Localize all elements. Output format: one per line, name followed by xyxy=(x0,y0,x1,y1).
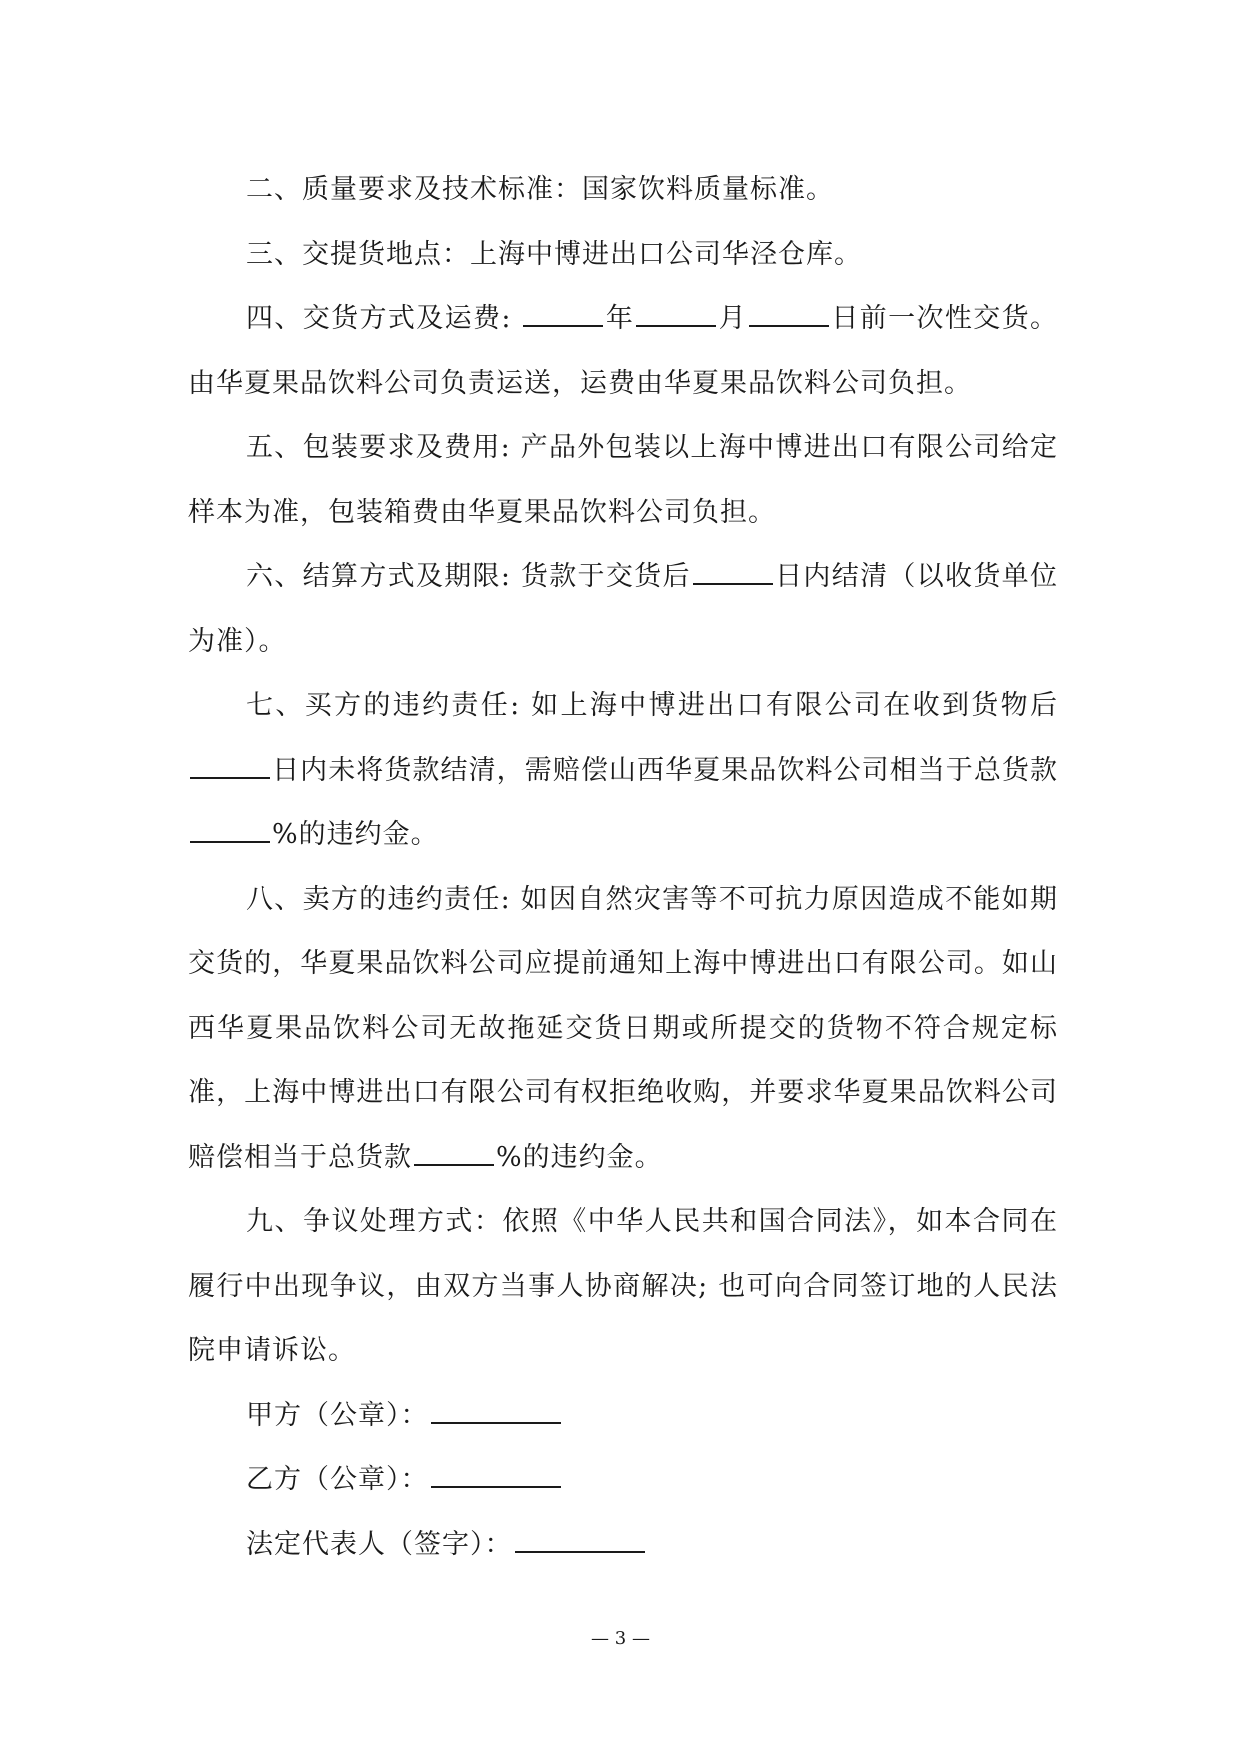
contract-body xyxy=(188,158,1058,1577)
day-blank xyxy=(749,301,829,327)
clause-seller-liability xyxy=(188,868,1058,1191)
clause-delivery-method xyxy=(188,287,1058,416)
page-number: — 3 — xyxy=(591,1628,650,1649)
clause-settlement xyxy=(188,545,1058,674)
clause-delivery-location: 三、交提货地点：上海中博进出口公司华泾仓库。 xyxy=(246,238,862,270)
clause-buyer-liability-middle: 日内未将货款结清，需赔偿山西华夏果品饮料公司相当于总货款 xyxy=(272,754,1058,786)
party-a-blank xyxy=(431,1398,561,1424)
buyer-percent-blank xyxy=(190,817,270,843)
signature-party-a xyxy=(188,1384,1058,1449)
clause-dispute: 九、争议处理方式：依照《中华人民共和国合同法》，如本合同在履行中出现争议，由双方当事人协商解决; 也可向合同签订地的人民法院申请诉讼。 xyxy=(188,1206,1058,1366)
clause-quality: 二、质量要求及技术标准：国家饮料质量标准。 xyxy=(246,174,834,205)
clause-buyer-liability xyxy=(188,674,1058,868)
month-blank xyxy=(636,301,716,327)
signature-legal-rep xyxy=(188,1513,1058,1578)
clause-packaging: 五、包装要求及费用: 产品外包装以上海中博进出口有限公司给定样本为准，包装箱费由华夏果品饮料公司负担。 xyxy=(188,432,1058,528)
party-b-blank xyxy=(431,1462,561,1488)
signature-party-b xyxy=(188,1448,1058,1513)
year-blank xyxy=(523,301,603,327)
clause-buyer-liability-prefix: 七、买方的违约责任: 如上海中博进出口有限公司在收到货物后 xyxy=(246,690,1058,721)
year-label: 年 xyxy=(605,303,635,334)
month-label: 月 xyxy=(718,303,747,334)
clause-buyer-liability-suffix: %的违约金。 xyxy=(272,819,439,850)
party-b-label: 乙方（公章）： xyxy=(246,1464,429,1495)
legal-rep-blank xyxy=(515,1527,645,1553)
clause-seller-liability-prefix: 八、卖方的违约责任: 如因自然灾害等不可抗力原因造成不能如期交货的，华夏果品饮料公司应提前通知上海中博进出口有限公司。如山西华夏果品饮料公司无故拖延交货日期或所提交的货物不符合规定标准，上海中博进出口有限公司有权拒绝收购，并要求华夏果品饮料公司赔偿相当于总货款 xyxy=(188,883,1058,1173)
settlement-days-blank xyxy=(693,559,773,585)
clause-seller-liability-suffix: %的违约金。 xyxy=(496,1141,663,1173)
buyer-days-blank xyxy=(190,753,270,779)
clause-settlement-prefix: 六、结算方式及期限: 货款于交货后 xyxy=(246,561,691,592)
clause-delivery-method-suffix: 日前一次性交货。由华夏果品饮料公司负责运送，运费由华夏果品饮料公司负担。 xyxy=(188,303,1059,399)
seller-percent-blank xyxy=(414,1140,494,1166)
legal-rep-label: 法定代表人（签字）： xyxy=(246,1528,513,1560)
clause-delivery-method-prefix: 四、交货方式及运费: xyxy=(246,303,512,334)
clause-settlement-suffix: 日内结清（以收货单位为准）。 xyxy=(188,561,1058,657)
party-a-label: 甲方（公章）： xyxy=(246,1399,429,1431)
